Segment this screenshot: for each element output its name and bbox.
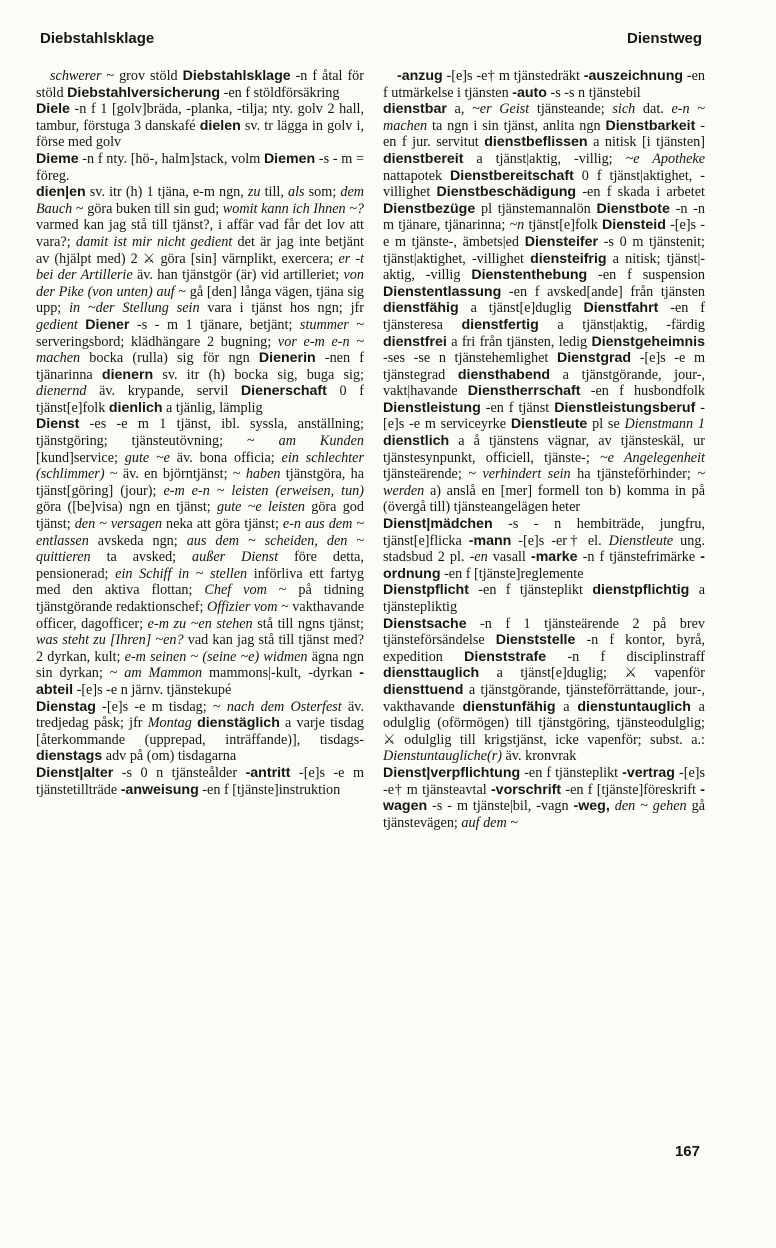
headword: dienstuntauglich bbox=[577, 698, 691, 715]
definition-text: -[e]s -e† m tjänstedräkt bbox=[442, 68, 584, 84]
definition-text: ~ göra buken till sin gud; bbox=[72, 200, 223, 217]
definition-text: -n f nty. [hö-, halm]stack, volm bbox=[78, 150, 264, 167]
example-phrase: zu bbox=[247, 184, 261, 201]
definition-text: -en f jur. servitut bbox=[383, 117, 705, 151]
definition-text: ägna ngn sin dyrkan; ~ bbox=[36, 648, 364, 682]
dictionary-entry bbox=[36, 699, 364, 765]
headword: Diebstahlversicherung bbox=[67, 84, 221, 101]
definition-text: till, bbox=[260, 184, 289, 201]
definition-text: äv. kronvrak bbox=[502, 748, 577, 765]
example-phrase: gute ~e bbox=[124, 449, 170, 466]
definition-text: -en f [tjänste]föreskrift bbox=[561, 781, 701, 798]
definition-text: -en f tjänsteplikt bbox=[468, 582, 593, 599]
definition-text: -s - m tjänste|bil, -vagn bbox=[427, 798, 574, 815]
definition-text: nattapotek bbox=[383, 167, 451, 184]
definition-text: -[e]s -e n järnv. tjänstekupé bbox=[73, 681, 232, 698]
definition-text: det är jag inte betjänt av (hjälpt med) 2 ⚔ göra [sin] värnplikt, exercera; bbox=[36, 233, 364, 267]
example-phrase: außer Dienst bbox=[192, 549, 279, 566]
definition-text: a tjänst|aktig, -villig; bbox=[463, 150, 626, 167]
definition-text: -[e]s -e m tjänstetillträde bbox=[36, 764, 364, 798]
definition-text: a tjänstepliktig bbox=[383, 582, 705, 615]
example-phrase: -en bbox=[469, 549, 488, 566]
example-phrase: ~e Angelegenheit bbox=[599, 449, 705, 466]
headword: -marke bbox=[530, 549, 578, 566]
dictionary-entry bbox=[383, 516, 705, 582]
definition-text: -en f husbondfolk bbox=[580, 383, 705, 400]
definition-text: -en f avsked[ande] från tjänsten bbox=[501, 283, 705, 300]
headword: -weg, bbox=[573, 798, 610, 815]
example-phrase: Montag bbox=[147, 715, 192, 732]
definition-text: gå tjänstevägen; bbox=[383, 798, 705, 831]
headword: dienstfähig bbox=[383, 300, 459, 317]
definition-text: tjänst[e]folk bbox=[524, 217, 603, 234]
definition-text: sv. itr (h) 1 tjäna, e-m ngn, bbox=[85, 184, 248, 201]
headword: dienstbeflissen bbox=[484, 134, 588, 151]
definition-text: -n f 1 [golv]bräda, -planka, -tilja; nty. golv 2 hall, tambur, förstuga 3 danskafé bbox=[36, 101, 364, 134]
definition-text: 0 f tjänst|aktighet, -villighet bbox=[383, 167, 705, 201]
example-phrase: auf dem ~ bbox=[461, 814, 518, 831]
definition-text: ~ serveringsbord; klädhängare 2 bugning; bbox=[36, 316, 364, 350]
headword: Dienstbezüge bbox=[383, 200, 476, 217]
definition-text: -s - m = föreg. bbox=[36, 150, 364, 184]
headword: Dienst|mädchen bbox=[383, 516, 493, 533]
example-phrase: nach dem Osterfest bbox=[226, 698, 342, 715]
example-phrase: ~ werden bbox=[383, 466, 705, 499]
dictionary-entry bbox=[36, 765, 364, 798]
page-number: 167 bbox=[674, 1143, 700, 1160]
definition-text: -n f åtal för stöld bbox=[36, 68, 364, 101]
definition-text: [kund]service; bbox=[36, 449, 125, 466]
headword: dienstbar bbox=[383, 101, 447, 118]
example-phrase: e-m seinen ~ (seine ~e) widmen bbox=[124, 648, 308, 665]
example-phrase: am Kunden bbox=[278, 433, 364, 450]
example-phrase: ~n bbox=[509, 217, 525, 234]
headword: -vertrag bbox=[622, 764, 675, 781]
right-column bbox=[383, 68, 705, 831]
headword: Dienerin bbox=[258, 350, 316, 367]
definition-text: -en f skada i arbetet bbox=[576, 184, 705, 201]
headword: Dienstsache bbox=[383, 615, 467, 632]
headword: dienstfertig bbox=[461, 316, 539, 333]
left-column bbox=[36, 68, 364, 798]
headword: -ordnung bbox=[383, 549, 705, 582]
definition-text: ung. stadsbud 2 pl. bbox=[383, 532, 706, 566]
example-phrase: den ~ gehen bbox=[614, 798, 687, 815]
headword: dienstlich bbox=[383, 433, 450, 450]
definition-text: äv. tredjedag påsk; jfr bbox=[36, 698, 364, 732]
example-phrase: Dienstuntaugliche(r) bbox=[383, 748, 502, 765]
definition-text: vad kan jag stå till tjänst med? 2 dyrkan, kult; bbox=[36, 632, 364, 665]
headword: Diensteid bbox=[602, 217, 666, 234]
example-phrase: vor e-m e-n ~ machen bbox=[36, 333, 364, 367]
definition-text: -s - n hembiträde, jungfru, tjänst[e]flicka bbox=[383, 516, 705, 549]
headword: dienlich bbox=[108, 399, 163, 416]
example-phrase: er -t bei der Artillerie bbox=[36, 250, 364, 284]
definition-text: a å tjänstens vägnar, av tjänsteskäl, ur tjänstesynpunkt, officiell, tjänste-; bbox=[383, 433, 705, 466]
headword: Diensteifer bbox=[524, 233, 599, 250]
definition-text: a varje tisdag [återkommande (upprepad, inträffande)], tisdags- bbox=[36, 715, 365, 748]
definition-text: a odulglig (oförmögen) till tjänstgöring, tjänsteodulglig; ⚔ odulglig till krigstjänst, icke vapenför; subst. a.: bbox=[383, 698, 705, 748]
definition-text: -[e]s -e† m tjänsteavtal bbox=[383, 764, 705, 798]
definition-text: ~ gå [den] långa vägen, tjäna sig upp; bbox=[36, 283, 364, 317]
dictionary-entry bbox=[383, 765, 705, 831]
definition-text: a nitisk [i tjänsten] bbox=[587, 134, 705, 151]
headword: Diele bbox=[36, 101, 70, 118]
definition-text: -s -s n tjänstebil bbox=[546, 84, 641, 101]
definition-text: -n f disciplinstraff bbox=[546, 648, 705, 665]
definition-text: göra god tjänst; bbox=[36, 499, 364, 533]
headword: diensthabend bbox=[457, 366, 551, 383]
headword: -antritt bbox=[245, 764, 291, 781]
headword: Dienststelle bbox=[495, 632, 576, 649]
definition-text: -en f tjänst bbox=[480, 399, 555, 416]
definition-text: ha tjänsteförhinder; bbox=[570, 466, 698, 483]
definition-text: -[e]s -e m tisdag; ~ bbox=[95, 698, 227, 715]
definition-text: a, bbox=[446, 101, 473, 118]
headword: dien|en bbox=[36, 184, 86, 201]
example-phrase: schwerer bbox=[50, 68, 102, 84]
example-phrase: als bbox=[288, 184, 305, 201]
definition-text: neka att göra tjänst; bbox=[162, 516, 283, 533]
definition-text: a) anslå en [mer] formell ton b) komma in på (övergå till) tjänsteangelägen heter bbox=[383, 482, 705, 516]
headword: Dienst|alter bbox=[36, 764, 114, 781]
definition-text: ta ngn i sin tjänst, anlita ngn bbox=[427, 117, 606, 134]
headword: dienstbereit bbox=[383, 150, 464, 167]
definition-text: pl tjänstemannalön bbox=[475, 200, 597, 217]
definition-text: stå till ngns tjänst; bbox=[252, 615, 364, 632]
dictionary-entry bbox=[383, 582, 705, 615]
example-phrase: aus dem ~ scheiden, den ~ quittieren bbox=[36, 532, 364, 566]
dictionary-entry bbox=[36, 151, 364, 184]
example-phrase: stummer bbox=[299, 316, 349, 333]
headword: -anweisung bbox=[120, 781, 199, 798]
definition-text: -es -e m 1 tjänst, ibl. syssla, anställning; tjänstgöring; tjänsteutövning; ~ bbox=[36, 416, 364, 450]
example-phrase: den ~ versagen bbox=[74, 516, 163, 533]
definition-text: -en f [tjänste]reglemente bbox=[440, 565, 584, 582]
headword: -abteil bbox=[36, 665, 365, 698]
running-head-right: Dienstweg bbox=[626, 30, 702, 47]
definition-text: sv. itr (h) bocka sig, buga sig; bbox=[153, 366, 364, 383]
definition-text: -n -n m tjänare, tjänarinna; bbox=[383, 200, 705, 234]
headword: dielen bbox=[199, 117, 241, 134]
headword: Dienstleute bbox=[510, 416, 588, 433]
headword: dienstpflichtig bbox=[592, 582, 690, 599]
headword: dienern bbox=[101, 366, 154, 383]
example-phrase: Chef vom bbox=[204, 582, 267, 599]
headword: Dienstherrschaft bbox=[467, 383, 581, 400]
definition-text: -s 0 n tjänsteålder bbox=[113, 764, 246, 781]
headword: dienstunfähig bbox=[462, 698, 556, 715]
definition-text: a fri från tjänsten, ledig bbox=[446, 333, 592, 350]
definition-text: -en f [tjänste]instruktion bbox=[198, 781, 341, 798]
dictionary-entry bbox=[383, 101, 705, 516]
headword: Dienstleistungsberuf bbox=[554, 399, 696, 416]
headword: -auto bbox=[512, 84, 547, 101]
headword: Dienstentlassung bbox=[383, 283, 502, 300]
headword: Dienstbarkeit bbox=[605, 117, 696, 134]
running-head-left: Diebstahlsklage bbox=[40, 30, 155, 47]
headword: Diener bbox=[85, 316, 130, 333]
definition-text: ~ vakthavande officer, dagofficer; bbox=[36, 599, 364, 632]
definition-text: -en f tjänsteresa bbox=[383, 300, 706, 333]
definition-text: adv på (om) tisdagarna bbox=[102, 748, 237, 765]
example-phrase: in ~der Stellung sein bbox=[69, 300, 200, 317]
definition-text: införliva ett fartyg med den aktiva flottan; bbox=[36, 565, 364, 599]
headword: Dienstbeschädigung bbox=[436, 184, 577, 201]
headword: Dienststrafe bbox=[464, 648, 547, 665]
headword: -wagen bbox=[383, 781, 705, 815]
example-phrase: ~er Geist bbox=[472, 101, 530, 118]
headword: dienstfrei bbox=[383, 333, 447, 350]
definition-text: -en f utmärkelse i tjänsten bbox=[383, 68, 706, 101]
headword: diensttauglich bbox=[383, 665, 480, 682]
definition-text: ~ äv. en björntjänst; ~ bbox=[104, 466, 246, 483]
definition-text: -n f 1 tjänsteärende 2 på brev tjänsteförsändelse bbox=[383, 615, 705, 649]
example-phrase: von der Pike (von unten) auf bbox=[36, 267, 364, 300]
dictionary-entry bbox=[36, 101, 364, 151]
example-phrase: haben bbox=[245, 466, 281, 483]
definition-text: a tjänstgörande, tjänsteförrättande, jour-, vakthavande bbox=[383, 681, 705, 715]
definition-text: pl se bbox=[587, 416, 625, 433]
example-phrase: was steht zu [Ihren] ~en? bbox=[36, 632, 184, 649]
definition-text: tjänsteande; bbox=[529, 101, 613, 118]
headword: Diemen bbox=[263, 150, 316, 167]
definition-text: vasall bbox=[487, 549, 531, 566]
example-phrase: dienernd bbox=[36, 383, 87, 400]
dictionary-entry bbox=[36, 416, 364, 698]
example-phrase: gute ~e leisten bbox=[217, 499, 305, 516]
definition-text: a tjänlig, lämplig bbox=[162, 399, 263, 416]
definition-text: -en f suspension bbox=[587, 267, 705, 284]
headword: -anzug bbox=[397, 68, 443, 84]
definition-text: -en f tjänsteplikt bbox=[520, 764, 623, 781]
example-phrase: e-n ~ machen bbox=[383, 101, 705, 134]
example-phrase: dem Bauch bbox=[36, 184, 364, 217]
definition-text: -s 0 m tjänstenit; tjänst|aktighet, -villighet bbox=[383, 233, 705, 267]
definition-text: bocka (rulla) sig för ngn bbox=[80, 350, 259, 367]
example-phrase: e-m zu ~en stehen bbox=[147, 615, 253, 632]
example-phrase: am Mammon bbox=[124, 665, 203, 682]
headword: -mann bbox=[468, 532, 512, 549]
example-phrase: e-m e-n ~ leisten (erweisen, tun) bbox=[163, 482, 364, 499]
definition-text: sv. tr lägga in golv i, förse med golv bbox=[36, 117, 364, 151]
definition-text: ~ grov stöld bbox=[101, 68, 183, 84]
example-phrase: Offizier vom bbox=[206, 599, 278, 615]
headword: Dienstbote bbox=[596, 200, 670, 217]
headword: Dienstpflicht bbox=[383, 582, 469, 599]
headword: Dienst bbox=[36, 416, 80, 433]
example-phrase: ein Schiff in ~ stellen bbox=[115, 565, 248, 582]
example-phrase: ein schlechter (schlimmer) bbox=[36, 449, 364, 483]
headword: diensttuend bbox=[383, 681, 464, 698]
definition-text: före detta, pensionerad; bbox=[36, 549, 364, 582]
definition-text: a tjänstgörande, jour-, vakt|havande bbox=[383, 366, 705, 400]
headword: -auszeichnung bbox=[583, 68, 684, 84]
headword: dienstäglich bbox=[197, 715, 280, 732]
headword: Diebstahlsklage bbox=[182, 68, 291, 84]
definition-text: -n f kontor, byrå, expedition bbox=[383, 632, 705, 665]
definition-text: -[e]s -er† el. bbox=[511, 532, 609, 549]
definition-text: varmed kan jag stå till tjänst?, i affär vad får det lov att vara?; bbox=[36, 217, 364, 250]
headword: Dienstleistung bbox=[383, 399, 481, 416]
dictionary-entry bbox=[383, 68, 705, 101]
headword: Dienstgeheimnis bbox=[591, 333, 705, 350]
example-phrase: damit ist mir nicht gedient bbox=[75, 233, 233, 250]
example-phrase: e-n aus dem ~ entlassen bbox=[36, 516, 365, 549]
example-phrase: Dienstleute bbox=[608, 532, 674, 549]
definition-text: -nen f tjänarinna bbox=[36, 350, 364, 383]
definition-text: avskeda ngn; bbox=[88, 532, 187, 549]
definition-text: a tjänst[e]duglig; ⚔ vapenför bbox=[479, 665, 705, 682]
example-phrase: sich bbox=[612, 101, 636, 118]
dictionary-entry bbox=[36, 68, 364, 101]
definition-text: -ses -se n tjänstehemlighet bbox=[383, 350, 557, 367]
headword: Dienstfahrt bbox=[583, 300, 659, 317]
definition-text: dat. bbox=[635, 101, 672, 118]
headword: Dienstenthebung bbox=[471, 267, 588, 284]
definition-text: som; bbox=[304, 184, 341, 201]
headword: Dienerschaft bbox=[240, 383, 327, 400]
definition-text: -[e]s -e m tjänste-, ämbets|ed bbox=[383, 217, 706, 250]
headword: Dienstbereitschaft bbox=[450, 167, 574, 184]
definition-text: äv. han tjänstgör (är) vid artilleriet; bbox=[132, 267, 344, 284]
definition-text: äv. bona officia; bbox=[169, 449, 282, 466]
definition-text: tjänstgöra, ha tjänst[göring] (jour); bbox=[36, 466, 365, 499]
headword: Dienstgrad bbox=[556, 350, 632, 367]
headword: Dieme bbox=[36, 150, 79, 167]
example-phrase: ~ verhindert sein bbox=[468, 466, 571, 483]
example-phrase: Dienstmann 1 bbox=[624, 416, 705, 433]
example-phrase: ~e Apotheke bbox=[625, 150, 705, 167]
definition-text: a tjänst|aktig, -färdig bbox=[538, 316, 706, 333]
definition-text: -en f stöldförsäkring bbox=[220, 84, 340, 101]
example-phrase: womit kann ich Ihnen ~? bbox=[222, 200, 365, 217]
definition-text: 0 f tjänst[e]folk bbox=[36, 383, 364, 416]
definition-text: -[e]s -e m tjänstegrad bbox=[383, 350, 705, 383]
headword: -vorschrift bbox=[490, 781, 562, 798]
definition-text: -[e]s -e m serviceyrke bbox=[383, 399, 706, 433]
definition-text: -s - m 1 tjänare, betjänt; bbox=[129, 316, 300, 333]
example-phrase: gedient bbox=[36, 316, 78, 333]
dictionary-entry bbox=[383, 616, 705, 765]
definition-text: -n f tjänstefrimärke bbox=[577, 549, 701, 566]
definition-text: tjänsteärende; bbox=[383, 466, 469, 483]
definition-text: ~ på tidning tjänstgörande redaktionschef; bbox=[36, 582, 364, 615]
headword: dienstags bbox=[36, 748, 103, 765]
headword: Dienstag bbox=[36, 698, 96, 715]
definition-text: a nitisk; tjänst|-aktig, -villig bbox=[383, 250, 706, 284]
definition-text: mammons|-kult, -dyrkan bbox=[202, 665, 360, 682]
definition-text: ta avsked; bbox=[90, 549, 193, 566]
dictionary-entry bbox=[36, 184, 364, 416]
headword: diensteifrig bbox=[530, 250, 607, 267]
definition-text: a bbox=[555, 698, 578, 715]
definition-text: a tjänst[e]duglig bbox=[458, 300, 584, 317]
definition-text: äv. krypande, servil bbox=[86, 383, 241, 400]
definition-text: vara i tjänst hos ngn; jfr bbox=[199, 300, 364, 317]
headword: Dienst|verpflichtung bbox=[383, 764, 521, 781]
definition-text: göra ([be]visa) ngn en tjänst; bbox=[36, 499, 218, 516]
